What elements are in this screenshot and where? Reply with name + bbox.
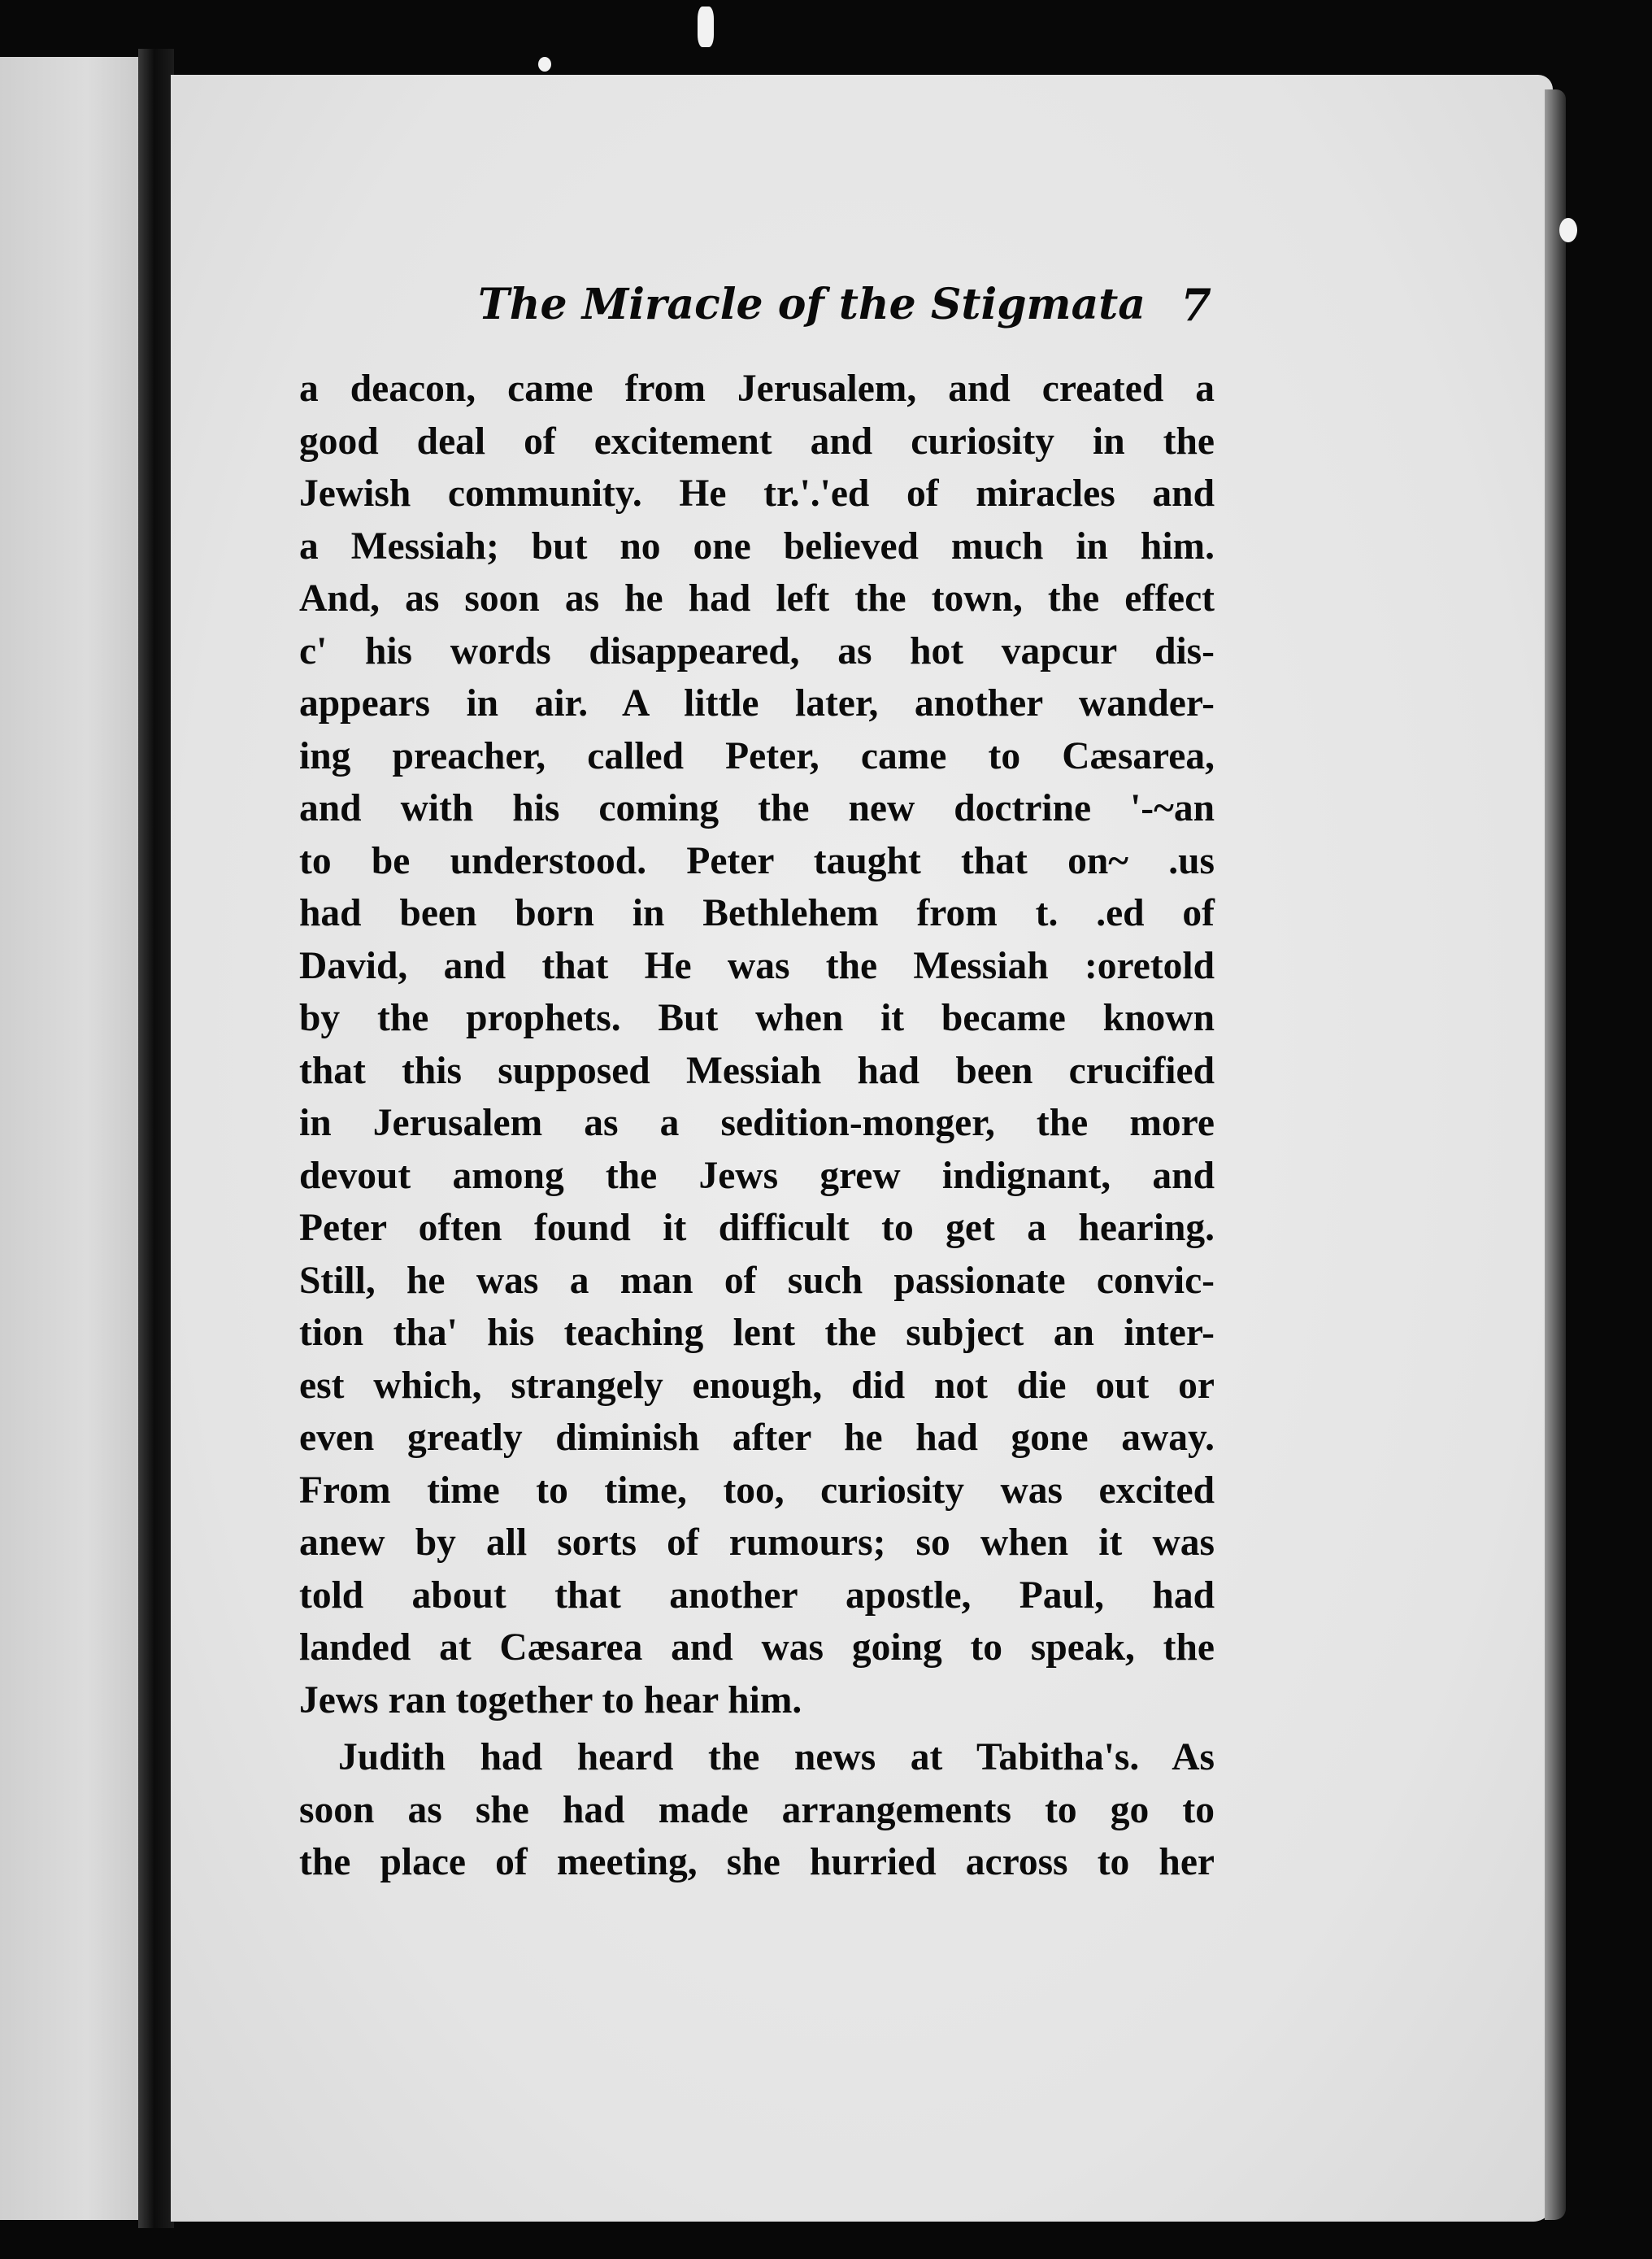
- text-line: in Jerusalem as a sedition-monger, the more: [299, 1102, 1215, 1144]
- text-line: Jews ran together to hear him.: [299, 1678, 802, 1721]
- text-line: Judith had heard the news at Tabitha's. As: [338, 1736, 1215, 1778]
- scan-artifact: [1559, 218, 1577, 242]
- text-line: anew by all sorts of rumours; so when it was: [299, 1521, 1215, 1564]
- text-line: devout among the Jews grew indignant, and: [299, 1154, 1215, 1197]
- text-line: told about that another apostle, Paul, had: [299, 1573, 1215, 1617]
- text-line: Jewish community. He tr.'.'ed of miracles and: [299, 472, 1215, 515]
- text-line: even greatly diminish after he had gone away.: [299, 1417, 1215, 1459]
- scan-artifact: [538, 57, 551, 72]
- text-line: appears in air. A little later, another wander-: [299, 682, 1215, 725]
- page-edge-shadow: [1545, 89, 1566, 2220]
- text-line: landed at Cæsarea and was going to speak, the: [299, 1626, 1215, 1669]
- text-line: to be understood. Peter taught that on~ .us: [299, 839, 1215, 882]
- facing-page-fragment: [0, 57, 145, 2220]
- text-line: had been born in Bethlehem from t. .ed of: [299, 892, 1215, 934]
- text-line: a deacon, came from Jerusalem, and created a: [299, 368, 1215, 410]
- page-number: 7: [1180, 279, 1211, 331]
- text-line: ing preacher, called Peter, came to Cæsarea,: [299, 734, 1215, 777]
- running-header: [301, 268, 1219, 342]
- scan-artifact: [698, 7, 714, 47]
- text-line: est which, strangely enough, did not die out or: [299, 1364, 1215, 1407]
- body-text: [299, 363, 1215, 1889]
- text-line: that this supposed Messiah had been crucified: [299, 1049, 1215, 1092]
- running-title: The Miracle of the Stigmata: [478, 280, 1146, 329]
- text-line: David, and that He was the Messiah :oretold: [299, 944, 1215, 987]
- paragraph: [299, 363, 1215, 1726]
- text-line: And, as soon as he had left the town, the effect: [299, 577, 1215, 620]
- book-gutter: [138, 49, 174, 2228]
- text-line: good deal of excitement and curiosity in the: [299, 420, 1215, 463]
- text-line: the place of meeting, she hurried across to her: [299, 1841, 1215, 1883]
- text-line: Still, he was a man of such passionate convic-: [299, 1259, 1215, 1302]
- text-line: c' his words disappeared, as hot vapcur dis-: [299, 629, 1215, 672]
- text-line: soon as she had made arrangements to go to: [299, 1788, 1215, 1831]
- paragraph: [299, 1731, 1215, 1889]
- text-line: Peter often found it difficult to get a hearing.: [299, 1207, 1215, 1249]
- text-line: a Messiah; but no one believed much in him.: [299, 524, 1215, 568]
- text-line: and with his coming the new doctrine '-~an: [299, 787, 1215, 829]
- text-line: by the prophets. But when it became known: [299, 997, 1215, 1039]
- text-line: tion tha' his teaching lent the subject an inter-: [299, 1312, 1215, 1354]
- text-line: From time to time, too, curiosity was excited: [299, 1469, 1215, 1512]
